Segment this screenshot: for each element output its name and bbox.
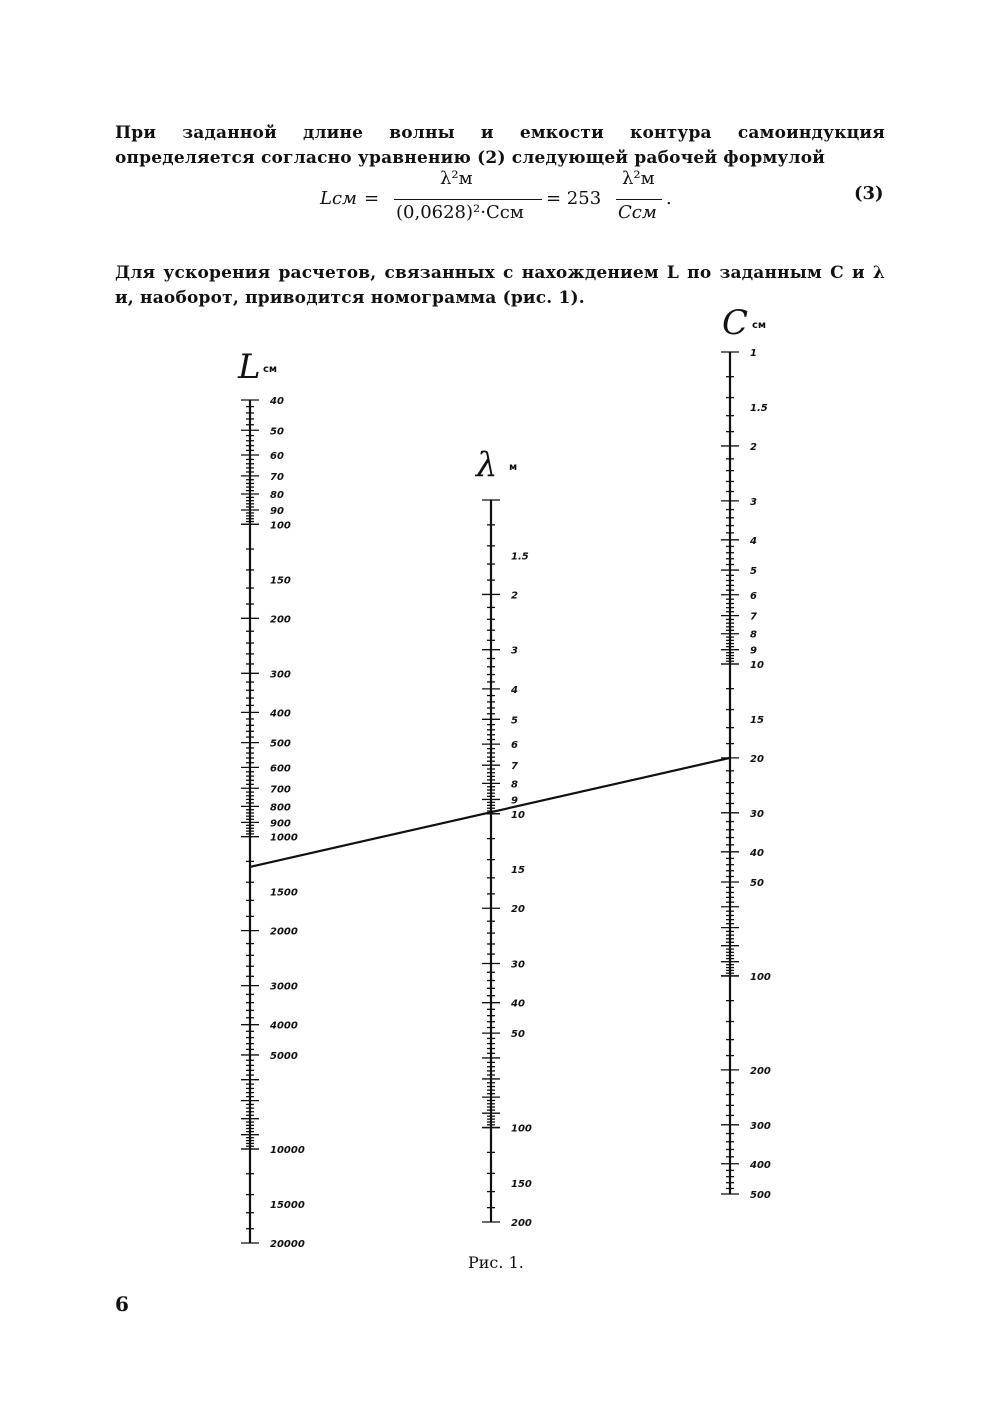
tick-label-C: 3: [750, 496, 757, 508]
formula-frac1-numerator: λ²м: [440, 168, 473, 189]
tick-label-lambda: 2: [511, 590, 518, 602]
tick-label-C: 20: [750, 753, 764, 765]
tick-label-C: 30: [750, 808, 764, 820]
tick-label-L: 600: [270, 763, 291, 775]
tick-label-C: 400: [750, 1159, 771, 1171]
tick-label-lambda: 10: [511, 809, 525, 821]
tick-label-L: 150: [270, 575, 291, 587]
tick-label-L: 10000: [270, 1144, 305, 1156]
equation-number: (3): [854, 183, 884, 204]
tick-label-L: 80: [270, 490, 284, 502]
tick-label-lambda: 5: [511, 715, 518, 727]
tick-label-C: 300: [750, 1120, 771, 1132]
formula-frac2-numerator: λ²м: [622, 168, 655, 189]
tick-label-L: 900: [270, 818, 291, 830]
tick-label-C: 1.5: [750, 402, 768, 414]
tick-label-C: 4: [750, 535, 757, 547]
tick-label-C: 10: [750, 659, 764, 671]
tick-label-C: 5: [750, 566, 757, 578]
tick-label-L: 200: [270, 614, 291, 626]
tick-label-C: 8: [750, 629, 757, 641]
tick-label-C: 200: [750, 1065, 771, 1077]
tick-label-L: 90: [270, 506, 284, 518]
formula-frac1-line: [394, 199, 542, 200]
tick-label-lambda: 30: [511, 959, 525, 971]
figure-caption: Рис. 1.: [468, 1253, 524, 1272]
tick-label-L: 50: [270, 426, 284, 438]
tick-label-C: 9: [750, 645, 757, 657]
tick-label-L: 3000: [270, 981, 298, 993]
tick-label-lambda: 100: [511, 1123, 532, 1135]
tick-label-lambda: 6: [511, 740, 518, 752]
tick-label-C: 7: [750, 611, 757, 623]
formula-equals-1: =: [364, 188, 380, 209]
tick-label-L: 5000: [270, 1050, 298, 1062]
tick-label-C: 15: [750, 714, 764, 726]
tick-label-C: 1: [750, 348, 757, 359]
tick-label-C: 2: [750, 441, 757, 453]
formula-frac2-denominator: Cсм: [618, 202, 657, 223]
tick-label-L: 100: [270, 520, 291, 532]
tick-label-C: 6: [750, 590, 757, 602]
tick-label-lambda: 20: [511, 904, 525, 916]
axis-title-C: C: [722, 303, 749, 343]
tick-label-L: 20000: [270, 1239, 305, 1250]
tick-label-L: 70: [270, 471, 284, 483]
tick-label-L: 2000: [270, 926, 298, 938]
tick-label-L: 4000: [270, 1020, 298, 1032]
tick-label-lambda: 1.5: [511, 551, 529, 563]
tick-label-L: 800: [270, 802, 291, 814]
tick-label-L: 700: [270, 784, 291, 796]
tick-label-lambda: 15: [511, 865, 525, 877]
tick-label-lambda: 8: [511, 779, 518, 791]
paragraph-nomogram-intro: Для ускорения расчетов, связанных с нахождением L по заданным C и λ и, наоборот, приводится номограмма (рис. 1).: [115, 263, 885, 308]
axis-unit-L: см: [263, 364, 278, 375]
tick-label-L: 300: [270, 669, 291, 681]
tick-label-C: 100: [750, 971, 771, 983]
tick-label-L: 60: [270, 451, 284, 463]
axis-unit-C: см: [752, 320, 767, 331]
formula-equals-2: = 253: [546, 188, 602, 209]
axis-title-lambda: λ: [476, 445, 498, 485]
nomogram-figure: [0, 300, 1000, 1250]
tick-label-L: 1000: [270, 832, 298, 844]
tick-label-lambda: 3: [511, 645, 518, 657]
tick-label-C: 500: [750, 1190, 771, 1201]
tick-label-lambda: 150: [511, 1178, 532, 1190]
tick-label-L: 15000: [270, 1199, 305, 1211]
formula-frac2-line: [616, 199, 662, 200]
tick-label-lambda: 9: [511, 795, 518, 807]
tick-label-C: 40: [750, 847, 764, 859]
tick-label-lambda: 200: [511, 1218, 532, 1229]
tick-label-lambda: 50: [511, 1029, 525, 1041]
axis-unit-lambda: м: [509, 462, 518, 473]
axis-title-L: L: [238, 347, 261, 387]
tick-label-L: 1500: [270, 887, 298, 899]
formula-period: .: [666, 188, 672, 209]
tick-label-lambda: 4: [511, 684, 518, 696]
tick-label-L: 40: [270, 396, 284, 407]
formula-lhs: Lсм: [320, 188, 357, 209]
tick-label-lambda: 7: [511, 761, 518, 773]
tick-label-L: 500: [270, 738, 291, 750]
tick-label-C: 50: [750, 878, 764, 890]
tick-label-lambda: 40: [511, 998, 525, 1010]
page-number: 6: [115, 1292, 129, 1316]
tick-label-L: 400: [270, 708, 291, 720]
paragraph-intro: При заданной длине волны и емкости контура самоиндукция определяется согласно уравнению (2) следующей рабочей формулой: [115, 123, 885, 168]
formula-frac1-denominator: (0,0628)²·Cсм: [396, 202, 524, 223]
